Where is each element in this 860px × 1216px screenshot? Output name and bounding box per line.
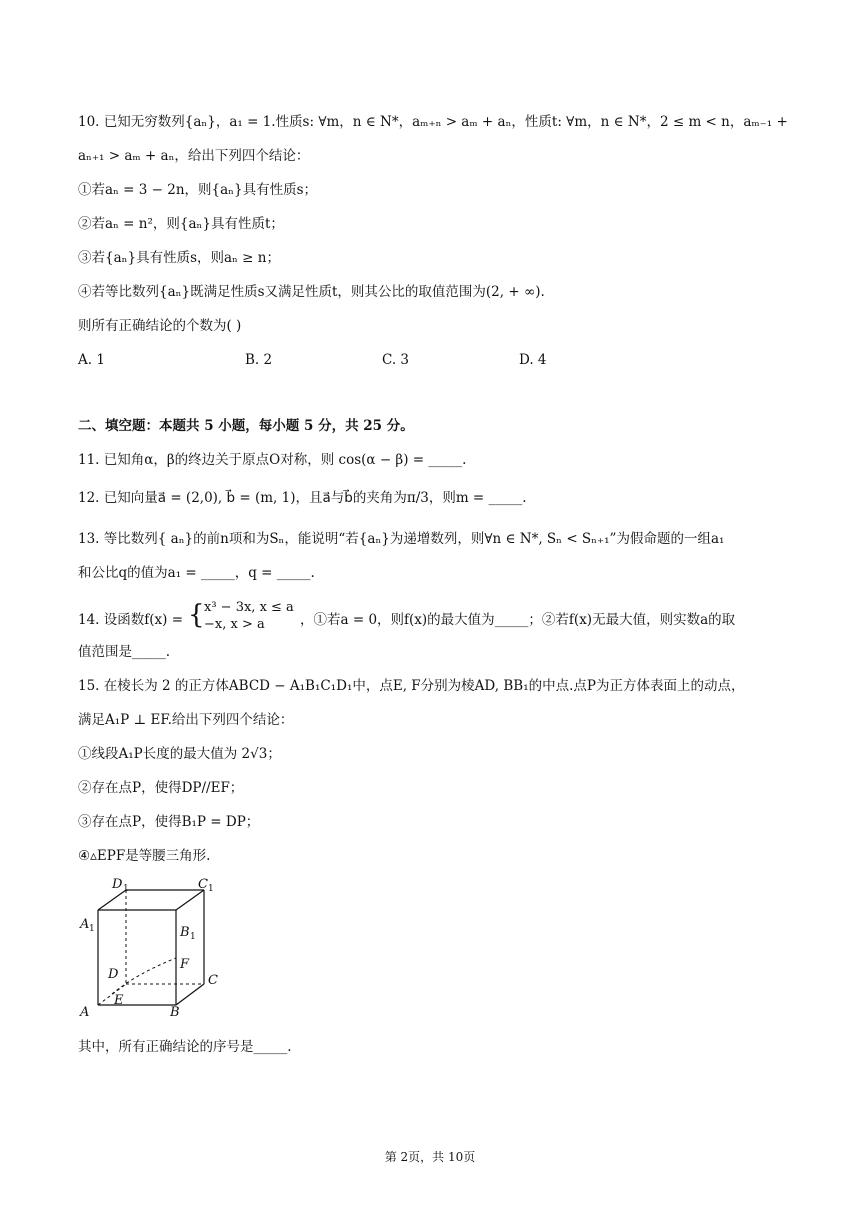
q10-statement-2: ②若aₙ = n²，则{aₙ}具有性质t； bbox=[78, 216, 284, 232]
q15-statement-4: ④▵EPF是等腰三角形. bbox=[78, 848, 211, 864]
q14-case-1: x³ − 3x, x ≤ a bbox=[204, 600, 294, 615]
page-footer: 第 2页，共 10页 bbox=[384, 1150, 476, 1164]
q15-statement-3: ③存在点P，使得B₁P = DP； bbox=[78, 814, 260, 830]
q15-question: 其中，所有正确结论的序号是_____. bbox=[78, 1039, 292, 1055]
label-c: C bbox=[208, 973, 218, 988]
edge-c-b bbox=[176, 984, 204, 1005]
label-e: E bbox=[114, 993, 124, 1008]
q10-statement-3: ③若{aₙ}具有性质s，则aₙ ≥ n； bbox=[78, 250, 280, 266]
label-b1-sub: 1 bbox=[190, 932, 196, 942]
q10-line1: 10. 已知无穷数列{aₙ}，a₁ = 1.性质s: ∀m，n ∈ N*，aₘ₊ₙ > aₘ + aₙ，性质t: ∀m，n ∈ N*，2 ≤ m < n，aₘ₋₁ + bbox=[78, 114, 788, 130]
q10-statement-4: ④若等比数列{aₙ}既满足性质s又满足性质t，则其公比的取值范围为(2, + ∞). bbox=[78, 284, 545, 300]
label-d1: D bbox=[112, 877, 123, 892]
label-a1-sub: 1 bbox=[89, 924, 95, 934]
brace-icon: { bbox=[188, 600, 205, 630]
q14-lead: 14. 设函数f(x) = bbox=[78, 612, 184, 628]
q15-statement-1: ①线段A₁P长度的最大值为 2√3； bbox=[78, 746, 281, 762]
q11: 11. 已知角α，β的终边关于原点O对称，则 cos(α − β) = _____. bbox=[78, 452, 467, 468]
q10-option-c: C. 3 bbox=[382, 352, 410, 368]
q15-statement-2: ②存在点P，使得DP//EF； bbox=[78, 780, 244, 796]
label-b: B bbox=[170, 1005, 180, 1020]
label-d: D bbox=[108, 967, 119, 982]
segment-ef bbox=[112, 958, 176, 994]
label-b1: B bbox=[180, 925, 190, 940]
label-d1-sub: 1 bbox=[123, 884, 129, 894]
q14-line2: 值范围是_____. bbox=[78, 644, 171, 660]
q10-line2: aₙ₊₁ > aₘ + aₙ，给出下列四个结论： bbox=[78, 148, 310, 164]
q10-statement-1: ①若aₙ = 3 − 2n，则{aₙ}具有性质s； bbox=[78, 182, 318, 198]
q10-option-d: D. 4 bbox=[519, 352, 547, 368]
label-c1-sub: 1 bbox=[208, 884, 214, 894]
cube-figure bbox=[76, 876, 236, 1022]
label-a: A bbox=[80, 1005, 90, 1020]
q10-option-b: B. 2 bbox=[245, 352, 273, 368]
q10-question: 则所有正确结论的个数为( ) bbox=[78, 318, 242, 334]
q14-case-2: −x, x > a bbox=[204, 617, 265, 632]
label-c1: C bbox=[198, 877, 208, 892]
q10-option-a: A. 1 bbox=[78, 352, 105, 368]
label-f: F bbox=[180, 957, 190, 972]
section-heading: 二、填空题：本题共 5 小题，每小题 5 分，共 25 分。 bbox=[78, 418, 414, 434]
q15-line2: 满足A₁P ⊥ EF.给出下列四个结论： bbox=[78, 712, 294, 728]
q13-line1: 13. 等比数列{ aₙ}的前n项和为Sₙ，能说明“若{aₙ}为递增数列，则∀n ∈ N*, Sₙ < Sₙ₊₁”为假命题的一组a₁ bbox=[78, 531, 725, 547]
q12: 12. 已知向量a⃗ = (2,0), b⃗ = (m, 1)，且a⃗与b⃗的夹角为π/3，则m = _____. bbox=[78, 490, 527, 506]
edge-c1-b1 bbox=[176, 890, 204, 910]
q13-line2: 和公比q的值为a₁ = _____，q = _____. bbox=[78, 565, 315, 581]
q14-line1 bbox=[78, 600, 800, 640]
q15-line1: 15. 在棱长为 2 的正方体ABCD − A₁B₁C₁D₁中，点E, F分别为棱AD, BB₁的中点.点P为正方体表面上的动点， bbox=[78, 678, 745, 694]
q14-tail: ，①若a = 0，则f(x)的最大值为_____；②若f(x)无最大值，则实数a的取 bbox=[300, 612, 736, 628]
edge-a1-d1 bbox=[98, 890, 126, 910]
label-a1: A bbox=[80, 917, 90, 932]
